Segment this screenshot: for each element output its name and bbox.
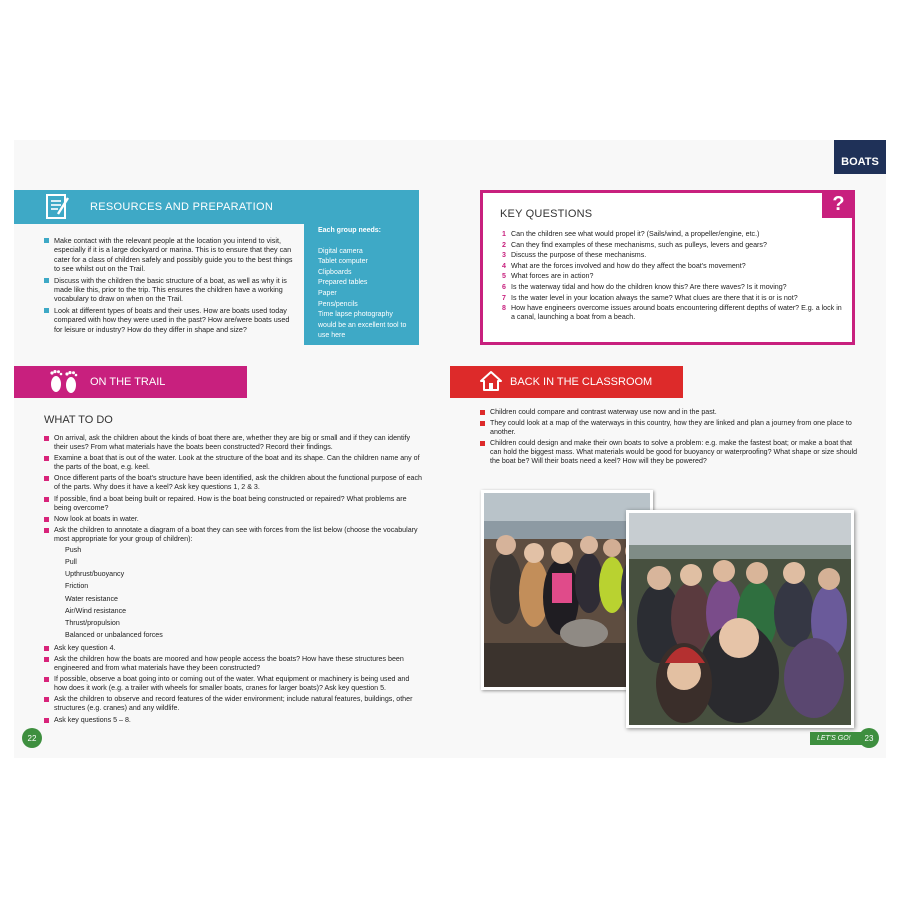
list-item: 6 Is the waterway tidal and how do the children know this? Are there waves? Is it moving? — [502, 282, 787, 291]
house-icon — [480, 370, 502, 392]
key-questions-heading: KEY QUESTIONS — [500, 208, 593, 220]
group-need-item: Clipboards — [318, 268, 352, 276]
list-item: Ask key question 4. — [44, 644, 424, 653]
page-number-left: 22 — [22, 728, 42, 748]
section-tab: BOATS — [834, 140, 886, 174]
list-item: Once different parts of the boat's structure have been identified, ask the children about the functional purpose of each of the parts. Why does it have a keel? Ask key questions 1, 2 & 3. — [44, 474, 424, 492]
force-item: Push — [65, 546, 82, 555]
document-spread — [14, 140, 886, 758]
force-item: Pull — [65, 558, 77, 567]
list-item: Ask the children how the boats are moored and how people access the boats? How have these structures been engineered and from what materials have they been constructed? — [44, 655, 424, 673]
list-item: Children could compare and contrast waterway use now and in the past. — [480, 408, 860, 417]
list-item: 5 What forces are in action? — [502, 272, 594, 281]
footprints-icon — [44, 368, 84, 396]
list-item: 1 Can the children see what would propel it? (Sails/wind, a propeller/engine, etc.) — [502, 230, 760, 238]
list-item: Discuss with the children the basic structure of a boat, as well as why it is made like this, prior to the trip. This ensures the children have a working vocabulary to draw on when on the Trail. — [44, 276, 294, 304]
list-item: They could look at a map of the waterways in this country, how they are linked and plan a journey from one place to another. — [480, 419, 860, 437]
list-item: Ask key questions 5 – 8. — [44, 716, 424, 725]
forces-list — [44, 546, 424, 642]
list-item: 4 What are the forces involved and how do they affect the boat's movement? — [502, 261, 746, 270]
resources-list — [44, 236, 294, 336]
list-item: Children could design and make their own boats to solve a problem: e.g. make the fastest boat; or make a boat that can hold the biggest mass. What materials would be good for buoyancy or waterproofing? What shape or size should the boat be? Will their boats need a keel? How will they be powered? — [480, 439, 860, 466]
force-item: Water resistance — [65, 594, 118, 603]
list-item: Ask the children to observe and record features of the wider environment; include natural features, buildings, other structures (e.g. cranes) and any wildlife. — [44, 695, 424, 713]
list-item: If possible, observe a boat going into or coming out of the water. What equipment or machinery is being used and how does it work (e.g. a trailer with wheels for smaller boats, cranes for larger boats)? Ask key question 5. — [44, 675, 424, 693]
force-item: Air/Wind resistance — [65, 606, 127, 615]
list-item: Now look at boats in water. — [44, 515, 424, 524]
force-item: Upthrust/buoyancy — [65, 570, 125, 579]
page-number-right: 23 — [859, 728, 879, 748]
list-item: If possible, find a boat being built or repaired. How is the boat being constructed or repaired? What problems are being overcome? — [44, 495, 424, 513]
list-item: Make contact with the relevant people at the location you intend to visit, especially if it is a large dockyard or marina. This is to ensure that they can cater for a class of children safely and possibly guide you to the best things to see whilst out on the Trail. — [44, 236, 294, 274]
list-item: Examine a boat that is out of the water. Look at the structure of the boat and its shape. Can the children name any of the parts of the boat, e.g. keel. — [44, 454, 424, 472]
key-questions-list — [502, 230, 842, 324]
group-needs-heading: Each group needs: — [318, 227, 382, 234]
group-need-item: Prepared tables — [318, 279, 368, 287]
list-item: 8 How have engineers overcome issues around boats encountering different depths of water? E.g. a lock in a canal, launching a boat from a beach. — [502, 304, 842, 322]
group-need-item: Pens/pencils — [318, 300, 358, 308]
classroom-list — [480, 408, 860, 469]
resources-heading: RESOURCES AND PREPARATION — [14, 190, 419, 224]
question-mark-icon: ? — [822, 190, 855, 218]
children-photo-group — [626, 510, 854, 728]
group-needs-panel — [304, 224, 419, 345]
on-the-trail-heading: ON THE TRAIL — [14, 366, 247, 398]
trail-list — [44, 434, 424, 727]
force-item: Balanced or unbalanced forces — [65, 630, 163, 639]
list-item: 3 Discuss the purpose of these mechanisms. — [502, 251, 647, 260]
list-item: 7 Is the water level in your location always the same? What clues are there that it is or is not? — [502, 293, 798, 302]
list-item: On arrival, ask the children about the kinds of boat there are, whether they are big or small and if they can identify their uses? From what materials have the boats been constructed? Record their findings. — [44, 434, 424, 452]
lets-go-label: LET'S GO! — [810, 732, 866, 745]
document-icon — [42, 192, 72, 222]
list-item: Look at different types of boats and their uses. How are boats used today compared with how they were used in the past? How are/were boats used for leisure or industry? How do they differ in shape and size? — [44, 306, 294, 334]
classroom-heading: BACK IN THE CLASSROOM — [450, 366, 683, 398]
what-to-do-heading: WHAT TO DO — [44, 414, 113, 426]
force-item: Friction — [65, 582, 89, 591]
force-item: Thrust/propulsion — [65, 618, 120, 627]
list-item: Ask the children to annotate a diagram of a boat they can see with forces from the list below (choose the vocabulary most appropriate for your group of children): — [44, 526, 424, 544]
group-need-item: Digital camera — [318, 247, 363, 255]
list-item: 2 Can they find examples of these mechanisms, such as pulleys, levers and gears? — [502, 240, 767, 249]
group-need-item: Tablet computer — [318, 258, 368, 266]
group-need-item: Paper — [318, 289, 337, 297]
group-need-item: Time lapse photography would be an excellent tool to use here — [318, 311, 407, 340]
